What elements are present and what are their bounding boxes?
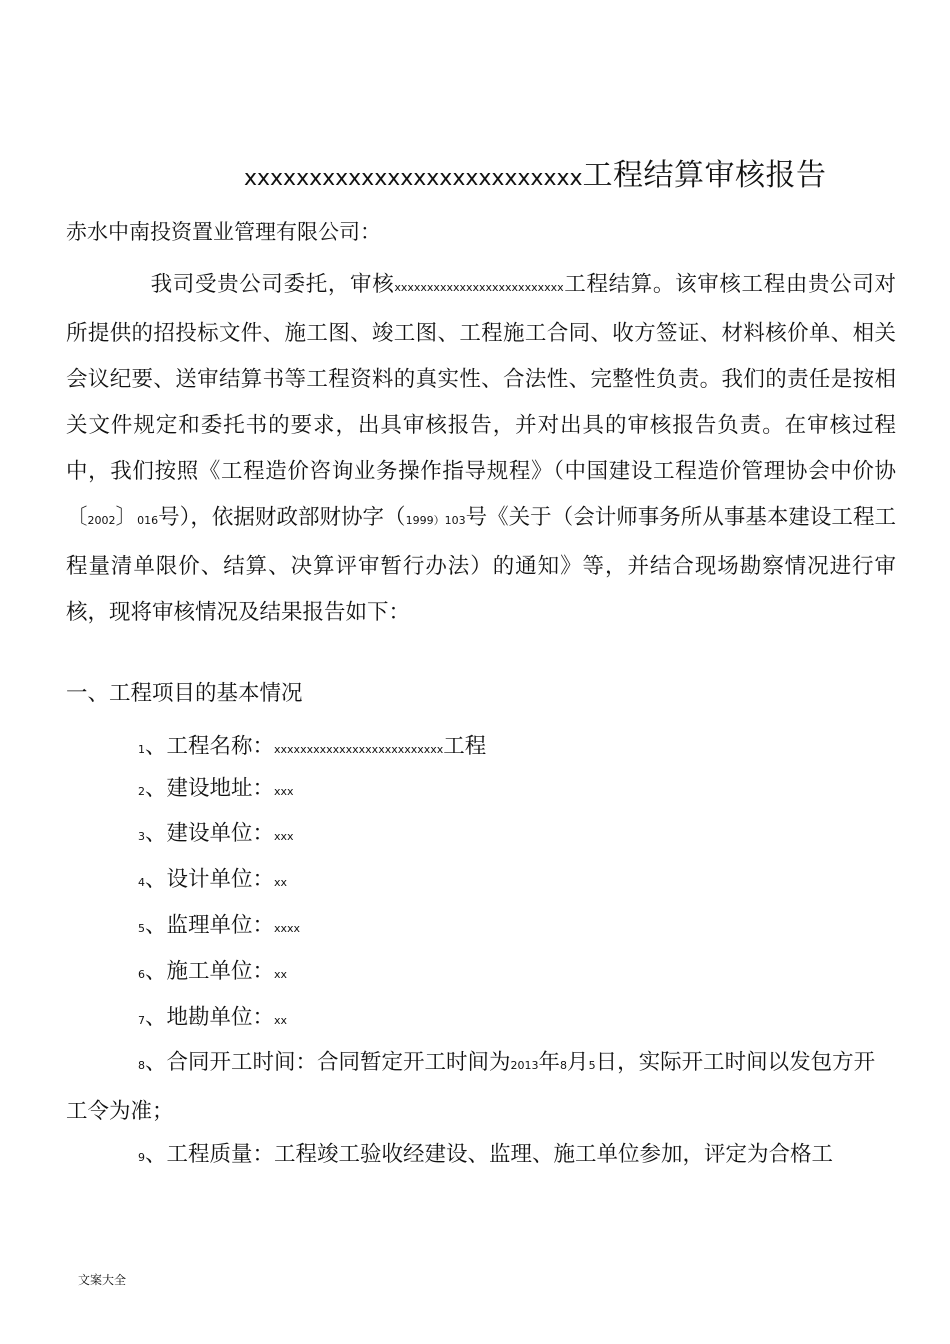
item-number: 6 xyxy=(138,968,145,981)
intro-part3: 〕 xyxy=(115,505,138,530)
section-heading-1: 一、工程项目的基本情况 xyxy=(66,681,303,706)
list-item: 8、合同开工时间：合同暂定开工时间为2013年8月5日，实际开工时间以发包方开工令为准； xyxy=(66,1040,896,1135)
item-label: 施工单位： xyxy=(166,959,275,984)
list-item: 5、监理单位：xxxx xyxy=(66,903,896,952)
list-item: 9、工程质量：工程竣工验收经建设、监理、施工单位参加，评定为合格工 xyxy=(66,1132,896,1181)
page-footer: 文案大全 xyxy=(78,1273,127,1287)
item-value: xx xyxy=(274,1014,288,1027)
intro-part1: 我司受贵公司委托，审核 xyxy=(150,272,395,297)
item-month-unit: 月 xyxy=(567,1050,589,1075)
item-number: 9 xyxy=(138,1151,145,1164)
item-label: 合同开工时间：合同暂定开工时间为 xyxy=(166,1050,511,1075)
item-number: 5 xyxy=(138,922,145,935)
item-value: xxx xyxy=(274,830,294,843)
item-number: 8 xyxy=(138,1059,145,1072)
item-year: 2013 xyxy=(510,1059,539,1072)
intro-part2: 工程结算。该审核工程由贵公司对所提供的招投标文件、施工图、竣工图、工程施工合同、收方签证、材料核价单、相关会议纪要、送审结算书等工程资料的真实性、合法性、完整性负责。我们的责任是按相关文件规定和委托书的要求，出具审核报告，并对出具的审核报告负责。在审核过程中，我们按照《工程造价咨询业务操作指导规程》（中国建设工程造价管理协会中价协〔 xyxy=(66,272,896,530)
item-label: 设计单位： xyxy=(166,867,275,892)
item-day: 5 xyxy=(588,1059,596,1072)
intro-docno: 016 xyxy=(137,514,159,527)
list-item: 3、建设单位：xxx xyxy=(66,811,896,860)
intro-paragraph xyxy=(66,262,896,636)
item-label: 工程名称： xyxy=(166,734,275,759)
item-label: 地勘单位： xyxy=(166,1005,275,1030)
item-value: xx xyxy=(274,968,288,981)
item-label: 建设地址： xyxy=(166,776,275,801)
item-rest: 日，实际开工时间以发包方开工令为准； xyxy=(66,1050,876,1124)
item-number: 4 xyxy=(138,876,145,889)
item-number: 3 xyxy=(138,830,145,843)
item-value: xx xyxy=(274,876,288,889)
title-placeholder: xxxxxxxxxxxxxxxxxxxxxxxxxx xyxy=(244,166,583,191)
item-number: 7 xyxy=(138,1014,145,1027)
item-year-unit: 年 xyxy=(538,1050,561,1075)
intro-part5: 号《关于（会计师事务所从事基本建设工程工程量清单限价、结算、决算评审暂行办法）的通知》等，并结合现场勘察情况进行审核，现将审核情况及结果报告如下： xyxy=(66,505,896,625)
item-number: 1 xyxy=(138,743,145,756)
item-label: 监理单位： xyxy=(166,913,275,938)
item-number: 2 xyxy=(138,785,145,798)
item-text: 工程质量：工程竣工验收经建设、监理、施工单位参加，评定为合格工 xyxy=(166,1142,834,1167)
intro-year: 2002 xyxy=(87,514,116,527)
item-value: xxxx xyxy=(274,922,301,935)
item-suffix: 工程 xyxy=(443,734,487,759)
title-text: 工程结算审核报告 xyxy=(582,158,827,193)
item-month: 8 xyxy=(560,1059,568,1072)
intro-doc2: 1999）103 xyxy=(405,514,466,527)
item-label: 建设单位： xyxy=(166,821,275,846)
list-item: 4、设计单位：xx xyxy=(66,857,896,906)
list-item: 1、工程名称：xxxxxxxxxxxxxxxxxxxxxxxxxx工程 xyxy=(66,724,896,773)
list-item: 6、施工单位：xx xyxy=(66,949,896,998)
report-title xyxy=(244,150,894,194)
item-value: xxx xyxy=(274,785,294,798)
salutation: 赤水中南投资置业管理有限公司： xyxy=(66,220,381,244)
item-value: xxxxxxxxxxxxxxxxxxxxxxxxxx xyxy=(274,743,444,756)
list-item: 7、地勘单位：xx xyxy=(66,995,896,1044)
intro-part4: 号），依据财政部财协字（ xyxy=(158,505,406,530)
intro-placeholder: xxxxxxxxxxxxxxxxxxxxxxxxxx xyxy=(394,281,564,294)
list-item: 2、建设地址：xxx xyxy=(66,766,896,815)
